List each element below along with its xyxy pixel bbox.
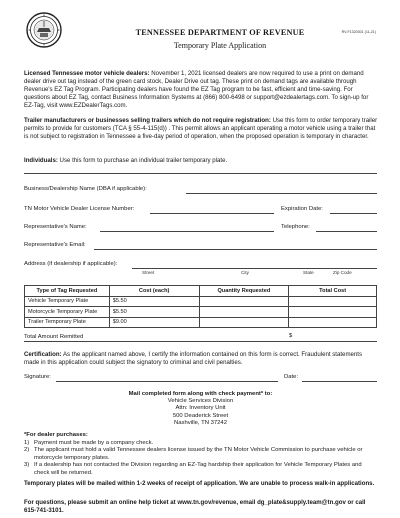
- license-number-label: TN Motor Vehicle Dealer License Number:: [24, 206, 135, 212]
- business-name-label: Business/Dealership Name (DBA if applicable):: [24, 186, 147, 192]
- list-item-text: The applicant must hold a valid Tennessee dealers license issued by the TN Motor Vehicle Commission to purchase vehicle or motorcycle temporary plates.: [34, 447, 363, 461]
- tag-order-table: [24, 285, 377, 328]
- section-divider: [24, 173, 377, 174]
- address-input-line[interactable]: [132, 268, 377, 269]
- signature-input-line[interactable]: [56, 381, 278, 382]
- expiration-date-label: Expiration Date:: [281, 206, 323, 212]
- rep-name-label: Representative's Name:: [24, 224, 87, 230]
- total-cost-cell[interactable]: [289, 296, 377, 307]
- tag-type-cell: Vehicle Temporary Plate: [25, 296, 110, 307]
- tag-cost-cell: $5.50: [109, 307, 199, 318]
- mail-line: Attn: Inventory Unit: [175, 405, 226, 412]
- page-title: TENNESSEE DEPARTMENT OF REVENUE: [135, 28, 305, 37]
- quantity-input-cell[interactable]: [199, 317, 289, 328]
- table-row: [25, 296, 377, 307]
- total-amount-label: Total Amount Remitted: [24, 334, 84, 340]
- dealer-notes-list: [24, 432, 378, 478]
- page-subtitle: Temporary Plate Application: [173, 41, 267, 50]
- mail-heading: Mail completed form along with check payment* to:: [128, 391, 273, 397]
- date-label: Date:: [284, 374, 299, 380]
- telephone-label: Telephone:: [281, 224, 310, 230]
- form-number: RV-F1320301 (11-21): [341, 30, 376, 34]
- list-item: [24, 447, 378, 462]
- business-name-input-line[interactable]: [186, 193, 377, 194]
- list-item: [24, 462, 378, 477]
- table-row: [25, 307, 377, 318]
- individuals-body: Use this form to purchase an individual trailer temporary plate.: [57, 157, 228, 164]
- dealer-intro-paragraph: [24, 70, 378, 110]
- individuals-lead: Individuals:: [24, 157, 58, 164]
- total-cost-cell[interactable]: [289, 307, 377, 318]
- zip-sublabel: Zip Code: [333, 270, 352, 275]
- mail-line: 500 Deaderick Street: [172, 412, 229, 419]
- rep-email-input-line[interactable]: [94, 249, 377, 250]
- telephone-input-line[interactable]: [316, 231, 377, 232]
- dealer-intro-body: November 1, 2021 licensed dealers are now required to use a print on demand dealer drive out tag instead of the green card stock, Dealer Drive out tag. These print on demand tags are available through Revenue's EZ Tag Program. Participating dealers have found the EZ Tag program to be fast, efficient and time-saving. For questions about EZ Tag, contact Business Information Systems at (866) 800-6498 or support@ezdealertags.com. To sign-up for EZ-Tag, visit www.EZDealerTags.com.: [24, 70, 369, 109]
- list-item-text: If a dealership has not contacted the Division regarding an EZ-Tag hardship their application for Vehicle Temporary Plates and check will be returned.: [34, 462, 362, 476]
- dealer-intro-lead: Licensed Tennessee motor vehicle dealers:: [24, 70, 150, 77]
- column-header-type: Type of Tag Requested: [25, 286, 110, 297]
- certification-lead: Certification:: [24, 351, 62, 358]
- license-number-input-line[interactable]: [150, 213, 274, 214]
- total-cost-cell[interactable]: [289, 317, 377, 328]
- trailer-paragraph: [24, 117, 378, 141]
- address-label: Address (if dealership if applicable):: [24, 261, 118, 267]
- mail-notice: Temporary plates will be mailed within 1-2 weeks of receipt of application. We are unable to process walk-in applications.: [24, 480, 375, 487]
- individuals-paragraph: [24, 157, 378, 165]
- mail-line: Vehicle Services Division: [167, 398, 234, 405]
- mail-line: Nashville, TN 37242: [174, 419, 227, 426]
- certification-body: As the applicant named above, I certify the information contained on this form is correct. Fraudulent statements made in this application could subject the signatory to criminal and civil penalties.: [24, 351, 363, 366]
- tag-cost-cell: $5.50: [109, 296, 199, 307]
- trailer-body: Use this form to order temporary trailer permits to provide for customers (TCA § 55-4-115(d)) . This permit allows an applicant operating a motor vehicle using a trailer that is not subject to registration in Tennessee a five-day period of operation, when the proposed operation is temporary in character.: [24, 117, 378, 140]
- table-row: [25, 317, 377, 328]
- date-input-line[interactable]: [302, 381, 377, 382]
- table-header-row: [25, 286, 377, 297]
- city-sublabel: City: [241, 270, 249, 275]
- quantity-input-cell[interactable]: [199, 296, 289, 307]
- mailing-address-block: [24, 391, 377, 427]
- total-amount-input-line[interactable]: [24, 341, 377, 342]
- expiration-date-input-line[interactable]: [330, 213, 377, 214]
- trailer-lead: Trailer manufacturers or businesses selling trailers which do not require registration:: [24, 117, 271, 124]
- questions-notice: For questions, please submit an online help ticket at www.tn.gov/revenue, email dg_plate&supply.team@tn.gov or call 615-741-3101.: [24, 499, 366, 514]
- dealer-notes-heading: *For dealer purchases:: [24, 432, 88, 438]
- list-item-number: 3): [24, 462, 30, 469]
- list-item-number: 2): [24, 447, 30, 454]
- column-header-quantity: Quantity Requested: [199, 286, 289, 297]
- total-dollar-sign: $: [289, 333, 293, 339]
- list-item: [24, 440, 378, 448]
- tag-type-cell: Trailer Temporary Plate: [25, 317, 110, 328]
- column-header-total: Total Cost: [289, 286, 377, 297]
- list-item-text: Payment must be made by a company check.: [34, 439, 154, 446]
- signature-label: Signature:: [24, 374, 51, 380]
- street-sublabel: Street: [142, 270, 155, 275]
- column-header-cost: Cost (each): [109, 286, 199, 297]
- rep-email-label: Representative's Email:: [24, 242, 86, 248]
- list-item-number: 1): [24, 439, 30, 446]
- quantity-input-cell[interactable]: [199, 307, 289, 318]
- rep-name-input-line[interactable]: [100, 231, 274, 232]
- tennessee-seal-icon: [26, 12, 62, 48]
- certification-paragraph: [24, 351, 378, 367]
- tag-type-cell: Motorcycle Temporary Plate: [25, 307, 110, 318]
- tag-cost-cell: $9.00: [109, 317, 199, 328]
- state-sublabel: State: [303, 270, 314, 275]
